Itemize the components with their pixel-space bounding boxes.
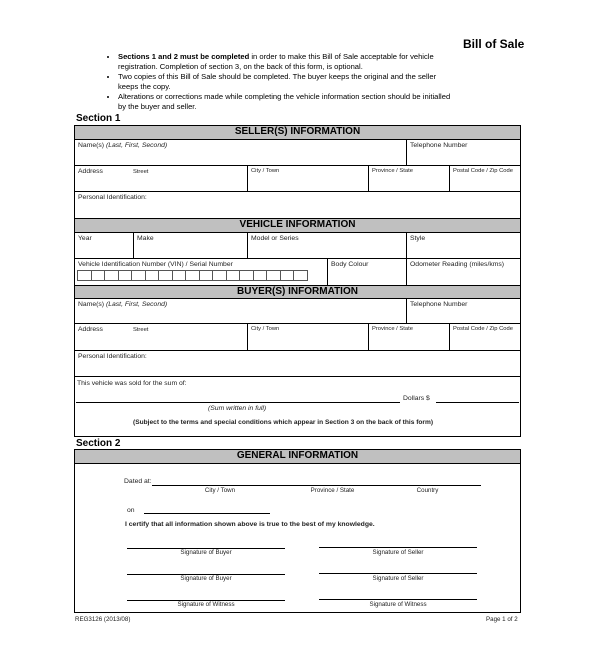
body-colour-field[interactable]: Body Colour xyxy=(327,258,407,286)
seller-phone-field[interactable]: Telephone Number xyxy=(406,139,521,166)
city-label: City / Town xyxy=(204,487,236,494)
buyer-province-field[interactable]: Province / State xyxy=(368,323,450,351)
buyer-signature-label-1: Signature of Buyer xyxy=(180,549,232,556)
instruction-2: • Two copies of this Bill of Sale should be completed. The buyer keeps the original and the seller keeps the copy. xyxy=(118,72,458,92)
buyer-city-field[interactable]: City / Town xyxy=(247,323,369,351)
label: Address xyxy=(78,326,103,333)
vin-box[interactable] xyxy=(226,270,241,281)
instruction-3: • Alterations or corrections made while completing the vehicle information section should be initialled by the buyer and seller. xyxy=(118,92,458,112)
buyer-postal-field[interactable]: Postal Code / Zip Code xyxy=(449,323,521,351)
form-code: REG3126 (2013/08) xyxy=(75,616,131,623)
odometer-field[interactable]: Odometer Reading (miles/kms) xyxy=(406,258,521,286)
seller-signature-line-1[interactable] xyxy=(319,547,477,548)
dated-at-label: Dated at: xyxy=(124,478,152,485)
witness-signature-line-2[interactable] xyxy=(319,599,477,600)
vin-box[interactable] xyxy=(253,270,268,281)
vin-box[interactable] xyxy=(77,270,92,281)
seller-street-field[interactable] xyxy=(74,165,248,192)
label: Name(s) xyxy=(78,301,105,308)
vin-box[interactable] xyxy=(212,270,227,281)
witness-signature-label-2: Signature of Witness xyxy=(369,601,427,608)
vehicle-header: VEHICLE INFORMATION xyxy=(74,218,521,233)
dollars-amount-line[interactable] xyxy=(436,402,519,403)
vin-box[interactable] xyxy=(104,270,119,281)
country-label: Country xyxy=(416,487,439,494)
certify-statement: I certify that all information shown above is true to the best of my knowledge. xyxy=(125,521,375,528)
vehicle-model-field[interactable]: Model or Series xyxy=(247,232,407,259)
buyer-signature-label-2: Signature of Buyer xyxy=(180,575,232,582)
seller-signature-label-1: Signature of Seller xyxy=(372,549,424,556)
vin-box[interactable] xyxy=(185,270,200,281)
vin-box[interactable] xyxy=(266,270,281,281)
label: Name(s) xyxy=(78,142,105,149)
hint: (Last, First, Second) xyxy=(105,301,168,308)
vin-box[interactable] xyxy=(280,270,295,281)
sum-hint: (Sum written in full) xyxy=(208,405,267,412)
vin-box[interactable] xyxy=(199,270,214,281)
document-title: Bill of Sale xyxy=(463,37,525,51)
instruction-1-bold: Sections 1 and 2 must be completed xyxy=(118,52,250,61)
instruction-1 xyxy=(118,52,458,72)
page-number: Page 1 of 2 xyxy=(486,616,518,623)
buyer-id-field[interactable]: Personal Identification: xyxy=(74,350,521,377)
date-line[interactable] xyxy=(144,513,270,514)
seller-signature-label-2: Signature of Seller xyxy=(372,575,424,582)
label: Street xyxy=(132,169,149,175)
vin-box[interactable] xyxy=(145,270,160,281)
vin-box[interactable] xyxy=(118,270,133,281)
dated-at-line[interactable] xyxy=(152,485,481,486)
buyer-street-field[interactable] xyxy=(74,323,248,351)
instructions-list xyxy=(108,52,458,112)
sold-for-label: This vehicle was sold for the sum of: xyxy=(77,380,187,387)
general-box xyxy=(74,449,521,613)
seller-name-field[interactable] xyxy=(74,139,407,166)
province-label: Province / State xyxy=(310,487,355,494)
label: Address xyxy=(78,168,103,175)
dollars-label: Dollars $ xyxy=(403,395,430,402)
vin-box[interactable] xyxy=(293,270,308,281)
sum-written-line[interactable] xyxy=(76,402,400,403)
subject-note: (Subject to the terms and special conditions which appear in Section 3 on the back of this form) xyxy=(133,419,434,426)
vin-box[interactable] xyxy=(91,270,106,281)
general-header: GENERAL INFORMATION xyxy=(74,449,521,464)
buyer-header: BUYER(S) INFORMATION xyxy=(74,285,521,299)
seller-signature-line-2[interactable] xyxy=(319,573,477,574)
seller-id-field[interactable]: Personal Identification: xyxy=(74,191,521,219)
vin-box[interactable] xyxy=(239,270,254,281)
buyer-name-field[interactable] xyxy=(74,298,407,324)
vin-field[interactable]: Vehicle Identification Number (VIN) / Serial Number xyxy=(74,258,328,286)
on-label: on xyxy=(127,507,135,514)
seller-postal-field[interactable]: Postal Code / Zip Code xyxy=(449,165,521,192)
vin-box[interactable] xyxy=(131,270,146,281)
section-2-label: Section 2 xyxy=(76,438,121,449)
section-1-label: Section 1 xyxy=(76,113,121,124)
seller-city-field[interactable]: City / Town xyxy=(247,165,369,192)
vehicle-year-field[interactable]: Year xyxy=(74,232,134,259)
label: Street xyxy=(132,327,149,333)
vin-boxes[interactable] xyxy=(77,270,307,281)
vehicle-style-field[interactable]: Style xyxy=(406,232,521,259)
vehicle-make-field[interactable]: Make xyxy=(133,232,248,259)
vin-box[interactable] xyxy=(172,270,187,281)
hint: (Last, First, Second) xyxy=(105,142,168,149)
instruction-1-rest: in order to make this Bill of Sale acceptable for vehicle registration. Completion of section 3, on the back of this form, is optional. xyxy=(118,52,434,71)
vin-box[interactable] xyxy=(158,270,173,281)
buyer-phone-field[interactable]: Telephone Number xyxy=(406,298,521,324)
seller-header: SELLER(S) INFORMATION xyxy=(74,125,521,140)
witness-signature-label-1: Signature of Witness xyxy=(177,601,235,608)
seller-province-field[interactable]: Province / State xyxy=(368,165,450,192)
